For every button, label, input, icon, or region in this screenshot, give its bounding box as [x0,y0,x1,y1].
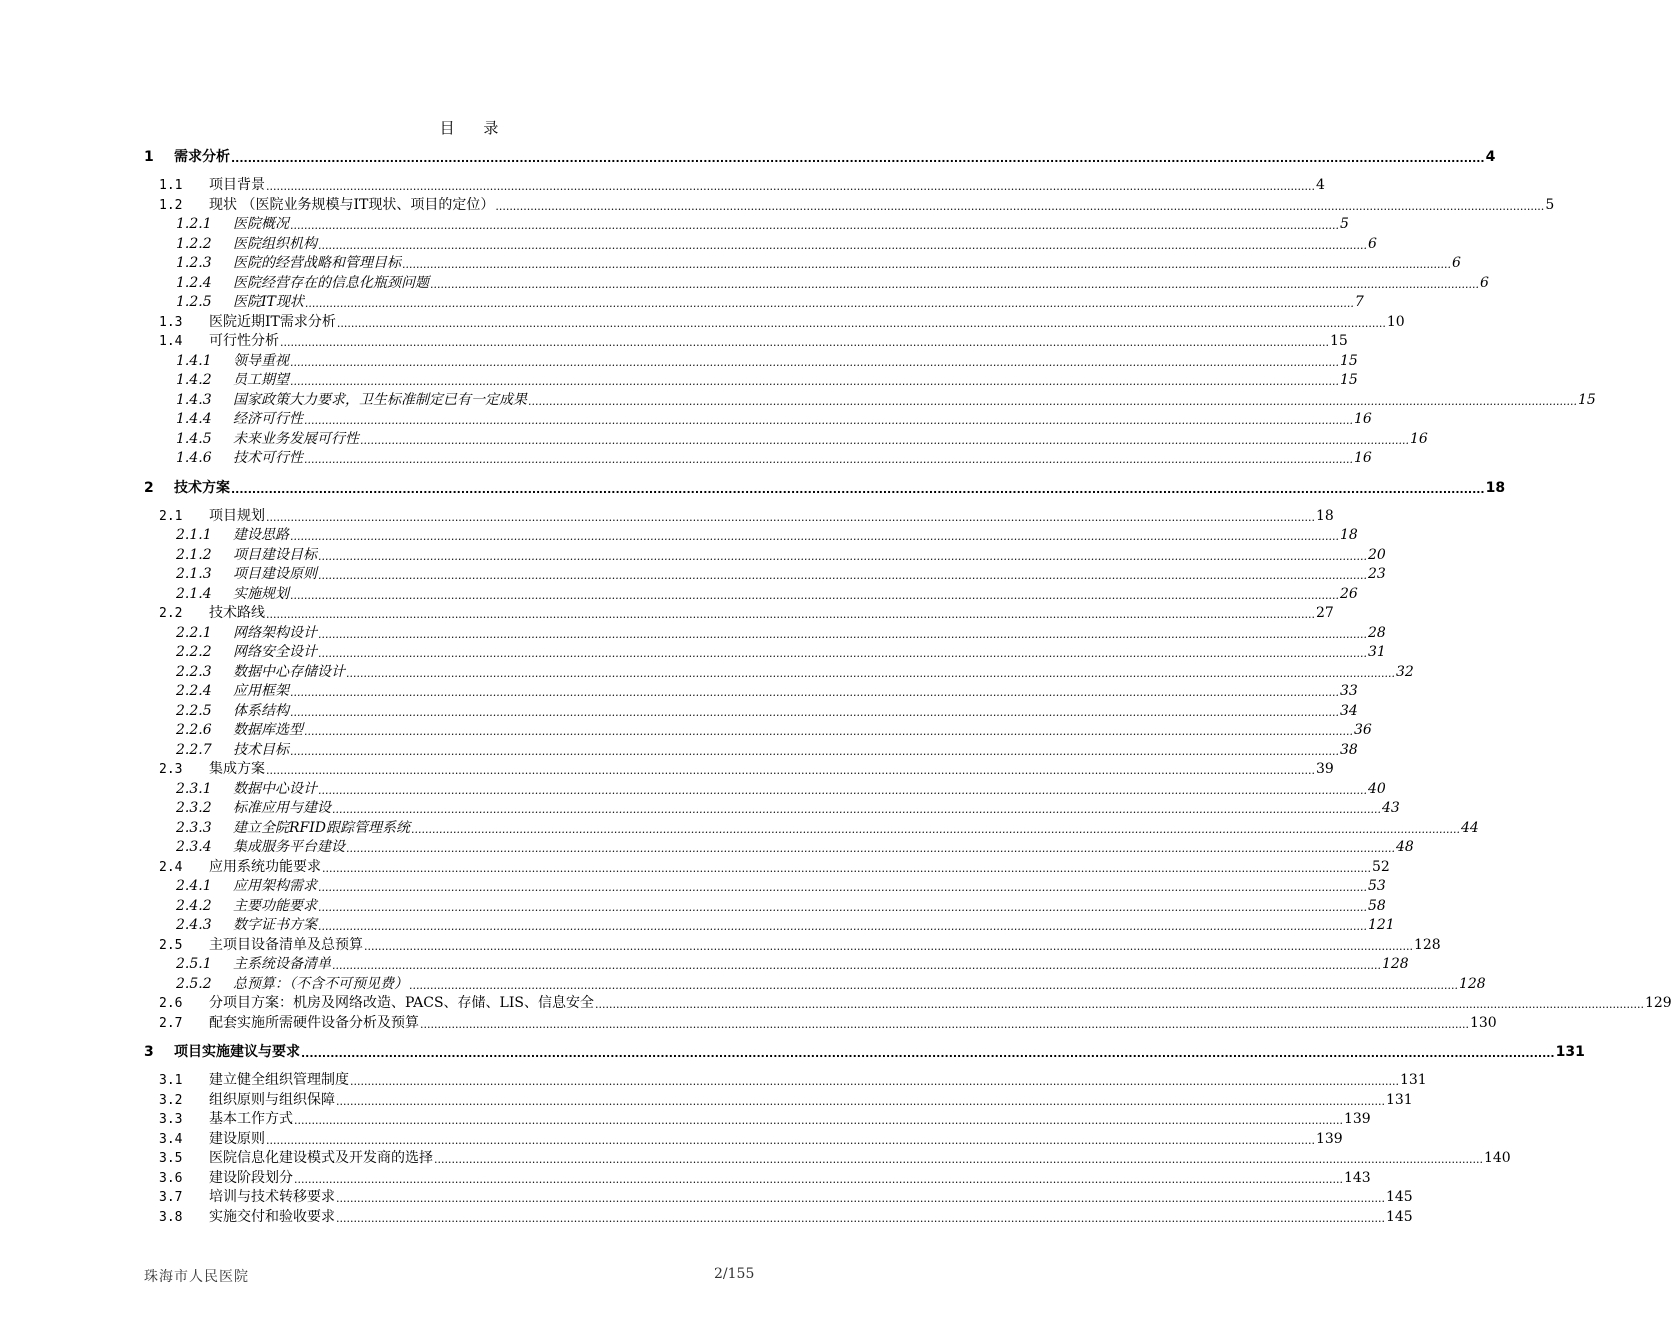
toc-dot-leader: ............................................................................................................................................................................................................................................................................................................ [290,744,1339,758]
toc-entry[interactable] [0,1108,1371,1128]
toc-dot-leader: ............................................................................................................................................................................................................................................................................................................ [322,861,1371,875]
toc-dot-leader: ............................................................................................................................................................................................................................................................................................................ [336,316,1386,330]
toc-entry-page: 7 [1354,294,1364,310]
toc-entry-title: 医院概况 [233,216,289,232]
toc-entry-number: 3.7 [159,1190,183,1205]
toc-entry-number: 3 [144,1044,154,1060]
toc-entry-number: 2.1.2 [176,546,212,563]
toc-entry-title: 数据中心存储设计 [233,663,345,680]
toc-entry-page: 129 [1644,995,1672,1011]
toc-entry[interactable] [0,252,1461,272]
toc-dot-leader: ............................................................................................................................................................................................................................................................................................................ [350,1075,1399,1088]
toc-entry-title: 建设原则 [209,1130,265,1147]
toc-entry[interactable] [0,583,1358,603]
toc-entry-page: 38 [1339,741,1358,758]
toc-entry-page: 18 [1315,507,1334,524]
toc-entry-title: 经济可行性 [233,411,303,427]
toc-entry-title: 员工期望 [233,372,289,388]
toc-entry-number: 1.4.4 [176,411,212,427]
toc-entry-title: 技术方案 [174,479,230,496]
toc-entry-page: 40 [1367,780,1386,797]
toc-entry[interactable] [0,146,1496,166]
toc-entry-title: 集成服务平台建设 [233,839,345,855]
toc-dot-leader: ............................................................................................................................................................................................................................................................................................................ [346,666,1395,680]
toc-entry-page: 5 [1339,216,1349,232]
toc-entry-page: 10 [1386,313,1405,330]
toc-entry-title: 项目实施建议与要求 [174,1044,300,1060]
toc-entry-number: 3.8 [159,1209,183,1225]
toc-entry-page: 139 [1343,1111,1371,1127]
toc-dot-leader: ............................................................................................................................................................................................................................................................................................................ [318,920,1367,933]
toc-dot-leader: ............................................................................................................................................................................................................................................................................................................ [304,725,1353,738]
toc-entry[interactable] [0,477,1506,497]
toc-entry-title: 建设阶段划分 [209,1169,293,1186]
toc-entry-page: 4 [1315,177,1325,193]
toc-entry-page: 27 [1315,605,1334,621]
toc-entry-number: 2.7 [159,1015,183,1031]
toc-entry[interactable] [0,291,1364,311]
toc-entry-number: 2.3 [159,762,183,777]
toc-entry-number: 2.4.1 [176,878,212,894]
toc-entry-title: 建立健全组织管理制度 [209,1072,349,1088]
toc-entry[interactable] [0,992,1672,1012]
toc-entry-title: 技术路线 [209,605,265,621]
toc-entry[interactable] [0,563,1386,583]
toc-dot-leader: ............................................................................................................................................................................................................................................................................................................ [528,394,1577,408]
toc-entry[interactable] [0,778,1386,798]
toc-entry-number: 2.2.2 [176,644,212,660]
toc-entry[interactable] [0,739,1358,759]
toc-entry-page: 52 [1371,858,1390,875]
toc-entry-page: 16 [1409,430,1428,447]
toc-entry[interactable] [0,934,1441,954]
toc-entry-title: 总预算：（不含不可预见费） [233,975,408,992]
toc-entry-page: 131 [1399,1072,1427,1088]
toc-entry[interactable] [0,641,1386,661]
toc-dot-leader: ............................................................................................................................................................................................................................................................................................................ [231,482,1485,496]
toc-entry-title: 数据中心设计 [233,780,317,797]
toc-entry-title: 数据库选型 [233,722,303,738]
toc-entry[interactable] [0,311,1405,331]
toc-entry-number: 2.1.4 [176,585,212,602]
toc-entry-page: 139 [1315,1130,1343,1147]
toc-entry-page: 128 [1458,975,1486,992]
toc-entry-number: 3.6 [159,1170,183,1186]
toc-entry[interactable] [0,233,1377,253]
toc-entry-title: 医院组织机构 [233,235,317,252]
toc-dot-leader: ............................................................................................................................................................................................................................................................................................................ [266,608,1315,621]
toc-dot-leader: ............................................................................................................................................................................................................................................................................................................ [290,588,1339,602]
toc-entry-number: 1.2.4 [176,274,212,291]
toc-entry-page: 131 [1555,1044,1585,1060]
toc-entry-title: 项目规划 [209,507,265,524]
toc-entry-number: 1.4.2 [176,372,212,388]
toc-entry-title: 医院信息化建设模式及开发商的选择 [209,1150,433,1166]
toc-entry-page: 32 [1395,663,1414,680]
toc-entry-number: 2.1 [159,508,183,524]
toc-entry[interactable] [0,389,1596,409]
toc-entry-number: 1.2.1 [176,216,212,232]
toc-dot-leader: ............................................................................................................................................................................................................................................................................................................ [290,530,1339,543]
toc-dot-leader: ............................................................................................................................................................................................................................................................................................................ [290,219,1339,232]
toc-entry-number: 1.4 [159,334,183,349]
toc-dot-leader: ............................................................................................................................................................................................................................................................................................................ [301,1047,1555,1060]
toc-entry-page: 128 [1381,956,1409,972]
toc-entry-number: 2.1.1 [176,527,212,543]
toc-dot-leader: ............................................................................................................................................................................................................................................................................................................ [294,1114,1343,1127]
toc-entry-title: 建立全院RFID跟踪管理系统 [233,819,411,836]
toc-entry[interactable] [0,1012,1497,1032]
toc-entry[interactable] [0,369,1358,389]
toc-dot-leader: ............................................................................................................................................................................................................................................................................................................ [420,1017,1469,1031]
toc-entry-title: 现状 （医院业务规模与IT现状、项目的定位） [209,196,495,213]
toc-entry-page: 145 [1385,1189,1413,1205]
toc-dot-leader: ............................................................................................................................................................................................................................................................................................................ [434,1153,1483,1166]
toc-dot-leader: ............................................................................................................................................................................................................................................................................................................ [266,1133,1315,1147]
toc-entry[interactable] [0,719,1372,739]
toc-entry-number: 1.2.5 [176,294,212,310]
toc-dot-leader: ............................................................................................................................................................................................................................................................................................................ [318,238,1367,252]
toc-entry-number: 1.2 [159,197,183,213]
toc-entry-page: 6 [1479,274,1489,291]
toc-entry-page: 6 [1451,255,1461,271]
toc-entry[interactable] [0,622,1386,642]
toc-entry-title: 基本工作方式 [209,1111,293,1127]
toc-dot-leader: ............................................................................................................................................................................................................................................................................................................ [304,297,1354,310]
toc-entry-page: 4 [1485,149,1496,165]
toc-entry[interactable] [0,1167,1371,1187]
toc-entry[interactable] [0,447,1372,467]
toc-entry-title: 医院的经营战略和管理目标 [233,255,401,271]
toc-entry[interactable] [0,602,1334,622]
toc-entry[interactable] [0,953,1409,973]
toc-entry-number: 2.2 [159,606,183,621]
toc-entry-page: 58 [1367,897,1386,914]
toc-entry-page: 131 [1385,1091,1413,1108]
toc-dot-leader: ............................................................................................................................................................................................................................................................................................................ [318,549,1367,563]
toc-entry[interactable] [0,174,1325,194]
toc-dot-leader: ............................................................................................................................................................................................................................................................................................................ [402,258,1451,271]
toc-entry[interactable] [0,758,1334,778]
toc-entry-title: 标准应用与建设 [233,800,331,816]
toc-entry-number: 3.4 [159,1131,183,1147]
toc-dot-leader: ............................................................................................................................................................................................................................................................................................................ [409,978,1458,992]
toc-entry[interactable] [0,330,1348,350]
footer-organization: 珠海市人民医院 [144,1269,249,1285]
toc-entry-page: 140 [1483,1150,1511,1166]
toc-entry-title: 集成方案 [209,761,265,777]
toc-dot-leader: ............................................................................................................................................................................................................................................................................................................ [304,414,1353,427]
toc-entry-title: 主系统设备清单 [233,956,331,972]
toc-entry-page: 15 [1339,372,1358,388]
toc-entry-number: 2.3.3 [176,819,212,836]
toc-entry-number: 1.2.3 [176,255,212,271]
toc-entry-page: 145 [1385,1208,1413,1225]
toc-entry-number: 1.4.1 [176,352,212,369]
toc-entry[interactable] [0,914,1395,934]
toc-dot-leader: ............................................................................................................................................................................................................................................................................................................ [266,180,1315,193]
toc-entry-title: 体系结构 [233,702,289,719]
toc-entry-number: 2.5.2 [176,975,212,992]
toc-entry-page: 28 [1367,624,1386,641]
toc-dot-leader: ............................................................................................................................................................................................................................................................................................................ [318,900,1367,914]
toc-entry[interactable] [0,1147,1511,1167]
toc-entry-number: 2.2.1 [176,624,212,641]
toc-entry-page: 23 [1367,566,1386,582]
toc-entry[interactable] [0,1069,1427,1089]
toc-dot-leader: ............................................................................................................................................................................................................................................................................................................ [266,764,1315,777]
toc-entry-title: 组织原则与组织保障 [209,1091,335,1108]
toc-entry-number: 1.4.3 [176,391,212,408]
toc-entry[interactable] [0,661,1414,681]
toc-entry-page: 43 [1381,800,1400,816]
toc-dot-leader: ............................................................................................................................................................................................................................................................................................................ [495,199,1545,213]
toc-entry-number: 3.5 [159,1151,183,1166]
toc-entry-page: 6 [1367,235,1377,252]
toc-entry-page: 26 [1339,585,1358,602]
toc-entry-page: 34 [1339,702,1358,719]
toc-entry[interactable] [0,1089,1413,1109]
toc-dot-leader: ............................................................................................................................................................................................................................................................................................................ [336,1192,1385,1205]
toc-entry-page: 15 [1339,352,1358,369]
toc-title: 目 录 [439,119,511,137]
toc-entry-page: 16 [1353,411,1372,427]
toc-entry-number: 2.2.7 [176,741,212,758]
toc-entry-title: 技术可行性 [233,450,303,466]
toc-entry-number: 2.5.1 [176,956,212,972]
toc-entry-number: 1.3 [159,314,183,330]
toc-dot-leader: ............................................................................................................................................................................................................................................................................................................ [290,705,1339,719]
footer-page-indicator: 2/155 [714,1266,755,1282]
toc-dot-leader: ............................................................................................................................................................................................................................................................................................................ [318,647,1367,660]
toc-entry[interactable] [0,856,1390,876]
toc-entry-page: 16 [1353,450,1372,466]
toc-entry-page: 15 [1329,333,1348,349]
toc-entry-title: 技术目标 [233,741,289,758]
toc-entry-page: 18 [1339,527,1358,543]
toc-entry-page: 5 [1545,196,1555,213]
toc-dot-leader: ............................................................................................................................................................................................................................................................................................................ [266,510,1315,524]
toc-entry-number: 2.2.4 [176,683,212,699]
toc-entry-page: 128 [1413,936,1441,953]
toc-entry-title: 网络架构设计 [233,624,317,641]
toc-entry-page: 44 [1461,819,1479,836]
toc-entry-number: 2.6 [159,996,183,1011]
toc-entry-title: 分项目方案：机房及网络改造、PACS、存储、LIS、信息安全 [209,995,594,1011]
toc-entry[interactable] [0,817,1479,837]
toc-entry-page: 53 [1367,878,1386,894]
toc-entry[interactable] [0,505,1334,525]
toc-dot-leader: ............................................................................................................................................................................................................................................................................................................ [231,152,1485,165]
toc-entry-title: 医院近期IT需求分析 [209,313,336,330]
toc-entry-title: 国家政策大力要求，卫生标准制定已有一定成果 [233,391,527,408]
toc-entry[interactable] [0,544,1386,564]
toc-entry[interactable] [0,1206,1413,1226]
toc-entry-number: 2.3.2 [176,800,212,816]
toc-dot-leader: ............................................................................................................................................................................................................................................................................................................ [411,822,1460,836]
toc-entry-number: 2.1.3 [176,566,212,582]
toc-dot-leader: ............................................................................................................................................................................................................................................................................................................ [280,336,1329,349]
toc-entry-title: 领导重视 [233,352,289,369]
toc-entry-title: 实施交付和验收要求 [209,1208,335,1225]
toc-entry-page: 20 [1367,546,1386,563]
toc-entry-number: 2.4.2 [176,897,212,914]
toc-dot-leader: ............................................................................................................................................................................................................................................................................................................ [318,881,1367,894]
toc-entry[interactable] [0,836,1414,856]
toc-entry-title: 网络安全设计 [233,644,317,660]
toc-entry-title: 需求分析 [174,149,230,165]
toc-entry-title: 项目背景 [209,177,265,193]
toc-dot-leader: ............................................................................................................................................................................................................................................................................................................ [430,277,1479,291]
toc-dot-leader: ............................................................................................................................................................................................................................................................................................................ [594,998,1644,1011]
toc-entry[interactable] [0,875,1386,895]
toc-dot-leader: ............................................................................................................................................................................................................................................................................................................ [304,453,1353,466]
toc-entry[interactable] [0,408,1372,428]
toc-dot-leader: ............................................................................................................................................................................................................................................................................................................ [290,375,1339,388]
toc-dot-leader: ............................................................................................................................................................................................................................................................................................................ [360,433,1409,447]
toc-entry[interactable] [0,194,1555,214]
toc-dot-leader: ............................................................................................................................................................................................................................................................................................................ [318,783,1367,797]
toc-entry-page: 31 [1367,644,1386,660]
toc-entry-title: 医院IT现状 [233,294,304,310]
toc-dot-leader: ............................................................................................................................................................................................................................................................................................................ [336,1211,1385,1225]
toc-entry-number: 1.2.2 [176,235,212,252]
toc-dot-leader: ............................................................................................................................................................................................................................................................................................................ [290,355,1339,369]
toc-entry-page: 15 [1577,391,1596,408]
toc-entry-number: 2.3.4 [176,839,212,855]
toc-dot-leader: ............................................................................................................................................................................................................................................................................................................ [336,1094,1385,1108]
toc-entry[interactable] [0,524,1358,544]
toc-entry-title: 数字证书方案 [233,917,317,933]
toc-dot-leader: ............................................................................................................................................................................................................................................................................................................ [332,959,1381,972]
toc-entry-title: 主要功能要求 [233,897,317,914]
toc-entry-title: 应用架构需求 [233,878,317,894]
toc-entry[interactable] [0,700,1358,720]
toc-entry-number: 3.1 [159,1073,183,1088]
toc-entry-page: 130 [1469,1014,1497,1031]
toc-entry-page: 121 [1367,917,1395,933]
toc-entry-number: 2.4 [159,859,183,875]
toc-entry[interactable] [0,1128,1343,1148]
toc-entry-number: 2.4.3 [176,917,212,933]
toc-entry-page: 33 [1339,683,1358,699]
toc-entry[interactable] [0,350,1358,370]
toc-entry[interactable] [0,895,1386,915]
toc-entry-number: 3.3 [159,1112,183,1127]
toc-entry-title: 应用框架 [233,683,289,699]
toc-entry-title: 项目建设目标 [233,546,317,563]
toc-entry-number: 2.2.5 [176,702,212,719]
toc-entry-number: 1.1 [159,178,183,193]
toc-entry-title: 配套实施所需硬件设备分析及预算 [209,1014,419,1031]
toc-entry[interactable] [0,1186,1413,1206]
toc-entry-page: 18 [1485,479,1506,496]
toc-entry-number: 1 [144,149,154,165]
toc-entry-number: 2 [144,479,154,496]
toc-entry-page: 143 [1343,1169,1371,1186]
toc-dot-leader: ............................................................................................................................................................................................................................................................................................................ [318,569,1367,582]
toc-entry-title: 主项目设备清单及总预算 [209,936,363,953]
toc-dot-leader: ............................................................................................................................................................................................................................................................................................................ [294,1172,1343,1186]
toc-dot-leader: ............................................................................................................................................................................................................................................................................................................ [290,686,1339,699]
toc-entry[interactable] [0,680,1358,700]
toc-dot-leader: ............................................................................................................................................................................................................................................................................................................ [318,627,1367,641]
toc-entry-number: 1.4.5 [176,430,212,447]
toc-entry-number: 2.2.6 [176,722,212,738]
toc-entry-title: 医院经营存在的信息化瓶颈问题 [233,274,429,291]
toc-entry[interactable] [0,272,1489,292]
toc-entry-title: 可行性分析 [209,333,279,349]
toc-entry-number: 1.4.6 [176,450,212,466]
toc-dot-leader: ............................................................................................................................................................................................................................................................................................................ [364,939,1413,953]
toc-entry-title: 未来业务发展可行性 [233,430,359,447]
toc-entry-title: 培训与技术转移要求 [209,1189,335,1205]
toc-entry-title: 建设思路 [233,527,289,543]
toc-entry-title: 实施规划 [233,585,289,602]
toc-entry-title: 应用系统功能要求 [209,858,321,875]
toc-entry-number: 2.3.1 [176,780,212,797]
toc-entry[interactable] [0,213,1349,233]
toc-entry-title: 项目建设原则 [233,566,317,582]
toc-entry[interactable] [0,428,1428,448]
toc-entry[interactable] [0,973,1486,993]
toc-entry-page: 39 [1315,761,1334,777]
toc-entry-number: 3.2 [159,1092,183,1108]
toc-entry-page: 48 [1395,839,1414,855]
toc-entry[interactable] [0,797,1400,817]
toc-dot-leader: ............................................................................................................................................................................................................................................................................................................ [332,803,1381,816]
toc-dot-leader: ............................................................................................................................................................................................................................................................................................................ [346,842,1395,855]
toc-entry-number: 2.2.3 [176,663,212,680]
toc-entry-page: 36 [1353,722,1372,738]
toc-entry-number: 2.5 [159,937,183,953]
toc-entry[interactable] [0,1041,1585,1061]
